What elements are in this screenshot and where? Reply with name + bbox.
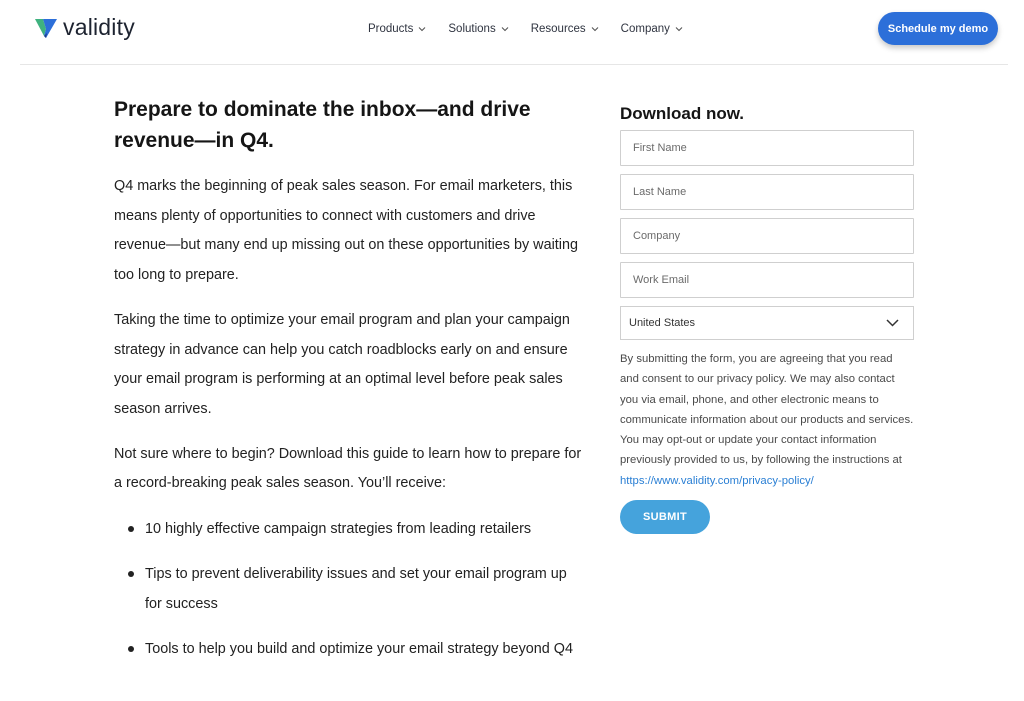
nav-item-resources[interactable] (531, 23, 599, 35)
nav-item-company[interactable] (621, 23, 683, 35)
list-item-text: Tips to prevent deliverability issues and set your email program up for success (145, 565, 567, 613)
privacy-policy-link[interactable]: https://www.validity.com/privacy-policy/ (620, 474, 814, 487)
logo-wordmark: validity (63, 14, 135, 40)
work-email-field[interactable] (620, 262, 914, 298)
chevron-down-icon (418, 25, 426, 33)
validity-logo[interactable] (34, 14, 135, 41)
country-select-value: United States (629, 317, 696, 329)
list-item-text: Tools to help you build and optimize your email strategy beyond Q4 (145, 640, 573, 657)
list-item-text: 10 highly effective campaign strategies from leading retailers (145, 521, 532, 538)
chevron-down-icon (501, 25, 509, 33)
intro-paragraph: Q4 marks the beginning of peak sales season. For email marketers, this means plenty of opportunities to connect with customers and drive revenue—but many end up missing out on these opportunities by waiting too long to prepare. (114, 178, 578, 284)
main-content (114, 94, 584, 678)
page-title: Prepare to dominate the inbox—and drive revenue—in Q4. (114, 98, 531, 152)
nav-item-label: Resources (530, 23, 586, 35)
guide-paragraph: Not sure where to begin? Download this guide to learn how to prepare for a record-breaking peak sales season. You’ll receive: (114, 445, 582, 492)
validity-logo-icon (34, 16, 58, 40)
nav-item-label: Solutions (448, 23, 496, 35)
nav-item-products[interactable] (368, 23, 426, 35)
bullet-icon (128, 646, 134, 652)
benefits-list (114, 514, 584, 664)
bullet-icon (128, 571, 134, 577)
list-item (114, 514, 584, 545)
nav-item-label: Products (368, 23, 414, 35)
list-item (114, 634, 584, 665)
chevron-down-icon (886, 318, 899, 328)
chevron-down-icon (675, 25, 683, 33)
submit-button[interactable]: SUBMIT (620, 500, 710, 534)
schedule-demo-button[interactable]: Schedule my demo (878, 12, 998, 45)
company-field[interactable] (620, 218, 914, 254)
consent-body: By submitting the form, you are agreeing that you read and consent to our privacy policy. We may also contact you via email, phone, and other electronic means to communicate information about our products and services. You may opt-out or update your contact information previously provided to us, by following the instructions at (620, 353, 914, 467)
first-name-field[interactable] (620, 130, 914, 166)
consent-text (620, 349, 914, 491)
last-name-field[interactable] (620, 174, 914, 210)
list-item (114, 559, 584, 620)
nav-item-solutions[interactable] (448, 23, 508, 35)
bullet-icon (128, 526, 134, 532)
form-title: Download now. (620, 104, 745, 123)
country-select[interactable] (620, 306, 914, 340)
strategy-paragraph: Taking the time to optimize your email program and plan your campaign strategy in advance can help you catch roadblocks early on and ensure your email program is performing at an optimal level before peak sales season arrives. (114, 311, 570, 417)
chevron-down-icon (591, 25, 599, 33)
download-form (620, 104, 914, 534)
site-header (0, 0, 1024, 64)
nav-item-label: Company (620, 23, 670, 35)
header-divider (20, 64, 1008, 65)
main-nav (368, 23, 683, 35)
